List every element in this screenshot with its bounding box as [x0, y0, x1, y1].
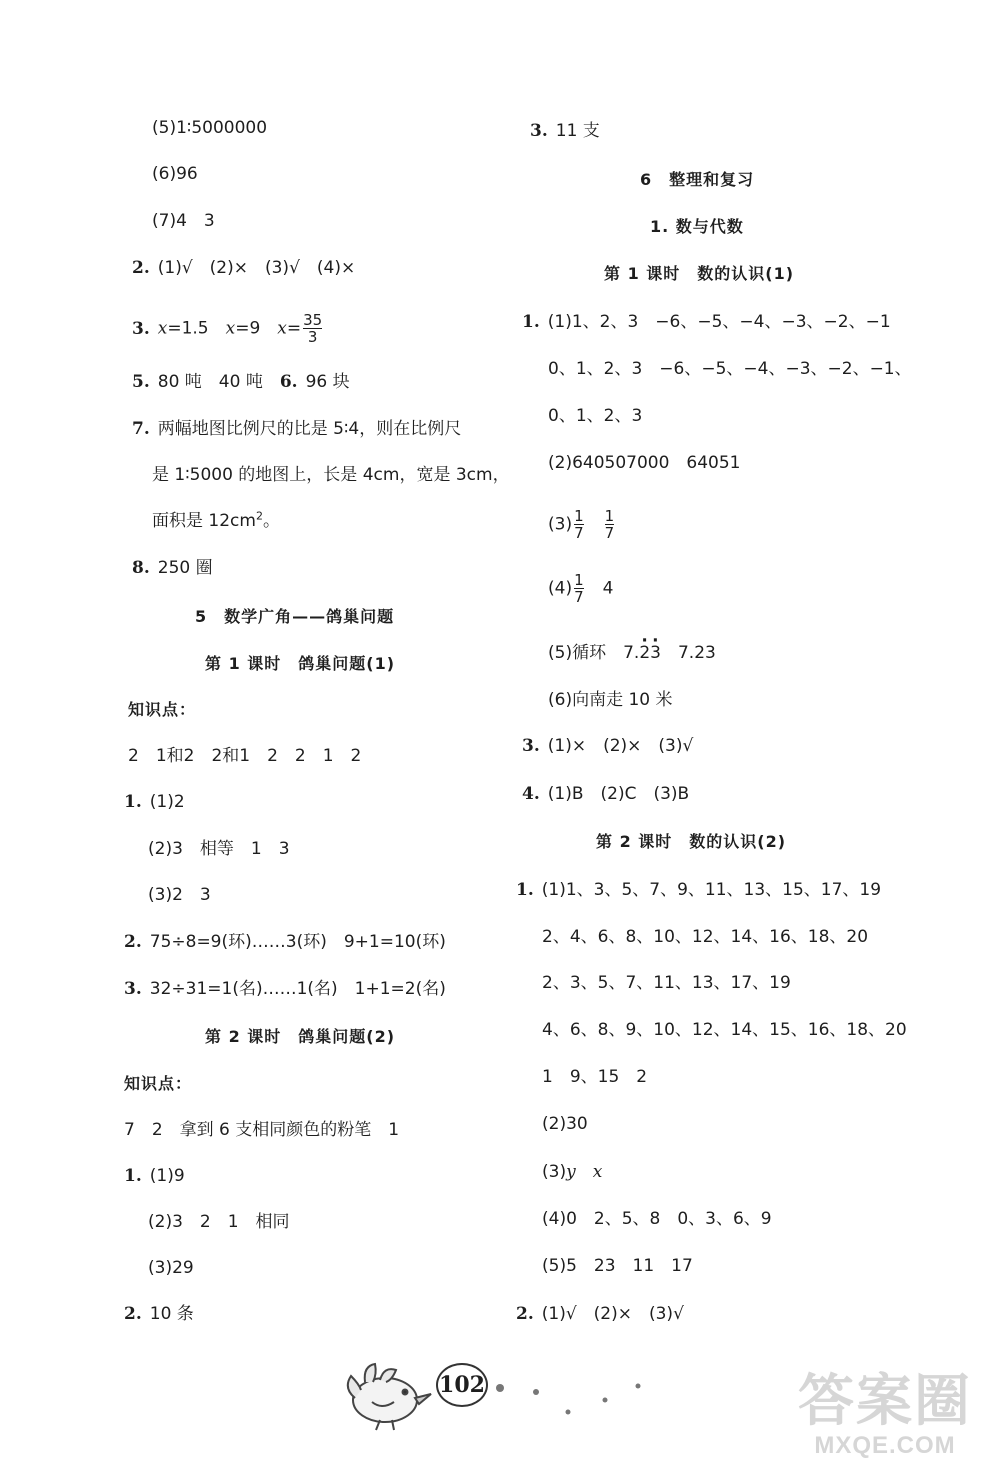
variable-x: x: [225, 318, 236, 339]
repeating-digit: · 3: [650, 643, 661, 663]
answer-line: (3)2 3: [148, 885, 211, 905]
answer-line: 7 2 拿到 6 支相同颜色的粉笔 1: [124, 1120, 400, 1140]
page-footer: [0, 1340, 1000, 1471]
answer-line: 0、1、2、3: [548, 406, 643, 426]
right-column: [500, 0, 1000, 1360]
question-number: 2.: [132, 258, 150, 278]
watermark-text: 答案圈: [798, 1368, 972, 1434]
answer-line: 2、3、5、7、11、13、17、19: [542, 973, 791, 993]
section-heading: 6 整理和复习: [640, 170, 755, 189]
fraction: [574, 572, 584, 605]
answer-line: 4、6、8、9、10、12、14、15、16、18、20: [542, 1020, 907, 1040]
variable-y: y: [566, 1162, 576, 1182]
variable-x: x: [277, 318, 287, 339]
question-number: 3.: [522, 736, 540, 756]
question-number: 1.: [516, 880, 534, 900]
answer-text: (1)2: [149, 792, 185, 812]
answer-line: 2 1和2 2和1 2 2 1 2: [128, 746, 362, 766]
question-5-6: [132, 370, 350, 394]
answer-line: [548, 572, 613, 605]
answer-line: 0、1、2、3 −6、−5、−4、−3、−2、−1、: [548, 359, 912, 379]
answer-line: (2)3 相等 1 3: [148, 839, 290, 859]
fraction-denominator: 3: [307, 328, 318, 346]
question-4: [522, 782, 689, 806]
answer-line: 2、4、6、8、10、12、14、16、18、20: [542, 927, 869, 947]
question-number: 7.: [132, 419, 150, 439]
question-number: 1.: [522, 312, 540, 332]
superscript: 2: [255, 509, 263, 523]
answer-text: 。: [262, 511, 280, 531]
question-2: [124, 1302, 194, 1326]
answer-text: (4): [548, 578, 573, 599]
answer-line: (6)96: [152, 164, 198, 184]
knowledge-label: 知识点：: [128, 700, 197, 719]
answer-line: (3)29: [148, 1258, 194, 1278]
answer-text: 两幅地图比例尺的比是 5∶4，则在比例尺: [157, 419, 462, 439]
answer-text: (1)9: [149, 1166, 185, 1186]
subsection-heading: 1. 数与代数: [650, 217, 744, 236]
fraction-denominator: 7: [604, 524, 615, 542]
answer-text: 96 块: [305, 372, 350, 392]
lesson-heading: 第 2 课时 数的认识(2): [596, 832, 787, 851]
lesson-heading: 第 1 课时 鸽巢问题(1): [205, 654, 396, 673]
answer-line: (2)3 2 1 相同: [148, 1212, 290, 1232]
answer-text: (3): [542, 1162, 567, 1182]
answer-text: (1)B (2)C (3)B: [547, 784, 690, 804]
bird-icon: [348, 1364, 431, 1430]
answer-line: 是 1∶5000 的地图上，长是 4cm，宽是 3cm，: [152, 465, 510, 485]
answer-text: 32÷31=1(名)……1(名) 1+1=2(名): [149, 979, 446, 999]
question-number: 1.: [124, 792, 142, 812]
fraction: [303, 312, 322, 345]
answer-text: (1)× (2)× (3)√: [547, 736, 694, 756]
answer-text: =1.5: [167, 318, 226, 339]
question-number: 6.: [279, 372, 298, 392]
answer-line: [548, 641, 716, 665]
question-1: [516, 878, 881, 902]
question-2: [132, 256, 355, 280]
fraction-numerator: 1: [604, 507, 615, 525]
answer-text: 250 圈: [157, 558, 213, 578]
question-7: [132, 417, 461, 441]
section-heading: 5 数学广角——鸽巢问题: [195, 607, 395, 626]
repeating-digit: · 2: [639, 643, 650, 663]
question-8: [132, 556, 213, 580]
answer-text: 10 条: [149, 1304, 194, 1324]
answer-text: (1)√ (2)× (3)√: [541, 1304, 684, 1324]
question-3: [522, 734, 693, 758]
fraction-denominator: 7: [574, 588, 584, 606]
variable-x: x: [592, 1162, 603, 1182]
answer-text: (1)1、3、5、7、9、11、13、15、17、19: [541, 880, 882, 900]
question-2: [516, 1302, 684, 1326]
watermark-url: MXQE.COM: [814, 1432, 956, 1459]
answer-line: (5)5 23 11 17: [542, 1256, 693, 1276]
answer-line: (7)4 3: [152, 211, 215, 231]
answer-line: [152, 509, 280, 533]
question-3: [124, 977, 446, 1001]
answer-line: [542, 1160, 602, 1184]
question-1: [522, 310, 891, 334]
answer-line: [548, 508, 616, 541]
question-3: [530, 119, 600, 143]
answer-line: (4)0 2、5、8 0、3、6、9: [542, 1209, 772, 1229]
question-number: 1.: [124, 1166, 142, 1186]
answer-text: 面积是 12cm: [152, 511, 256, 531]
question-number: 4.: [522, 784, 540, 804]
question-number: 3.: [124, 979, 142, 999]
page-number: 102: [436, 1363, 488, 1407]
answer-text: (1)√ (2)× (3)√ (4)×: [157, 258, 356, 278]
answer-text: =9: [235, 318, 278, 339]
question-number: 2.: [516, 1304, 534, 1324]
question-number: 2.: [124, 932, 142, 952]
question-1: [124, 790, 185, 814]
question-number: 3.: [132, 318, 150, 339]
answer-line: (6)向南走 10 米: [548, 690, 673, 710]
knowledge-label: 知识点：: [124, 1074, 193, 1093]
question-1: [124, 1164, 185, 1188]
left-column: [0, 0, 510, 1360]
fraction-numerator: 1: [574, 571, 584, 589]
fraction-numerator: 35: [303, 311, 323, 329]
question-number: 3.: [530, 121, 548, 141]
fraction: [574, 508, 584, 541]
answer-text: =: [286, 318, 302, 339]
answer-line: (5)1∶5000000: [152, 118, 268, 138]
variable-x: x: [157, 318, 168, 339]
answer-text: 7.23: [660, 643, 716, 663]
lesson-heading: 第 2 课时 鸽巢问题(2): [205, 1027, 396, 1046]
answer-line: (2)640507000 64051: [548, 453, 741, 473]
answer-line: 1 9、15 2: [542, 1067, 648, 1087]
answer-text: 11 支: [555, 121, 600, 141]
question-3: [132, 312, 324, 345]
answer-text: 80 吨 40 吨: [157, 372, 280, 392]
fraction-denominator: 7: [574, 524, 584, 542]
answer-text: 4: [602, 578, 614, 599]
question-number: 2.: [124, 1304, 142, 1324]
answer-text: (3): [548, 514, 573, 535]
answer-text: (1)1、2、3 −6、−5、−4、−3、−2、−1: [547, 312, 891, 332]
answer-text: (5)循环 7.: [548, 643, 640, 663]
answer-text: 75÷8=9(环)……3(环) 9+1=10(环): [149, 932, 446, 952]
lesson-heading: 第 1 课时 数的认识(1): [604, 264, 795, 283]
question-number: 5.: [132, 372, 150, 392]
watermark: [770, 1370, 1000, 1470]
fraction: [605, 508, 615, 541]
question-number: 8.: [132, 558, 150, 578]
question-2: [124, 930, 446, 954]
fraction-numerator: 1: [574, 507, 584, 525]
answer-line: (2)30: [542, 1114, 588, 1134]
